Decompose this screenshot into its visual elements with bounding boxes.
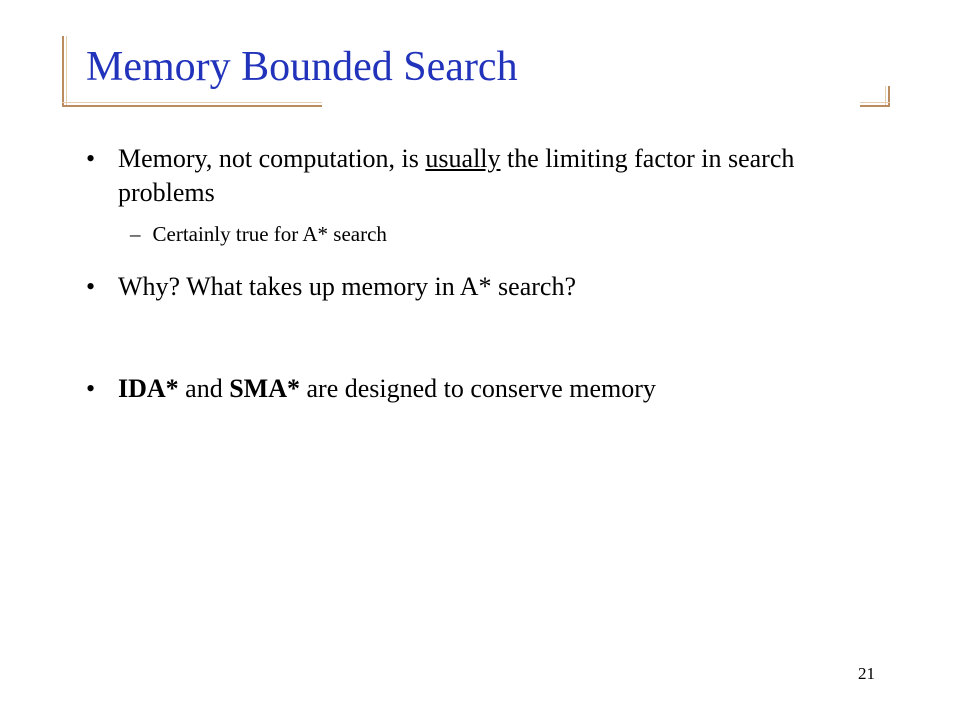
page-number: 21 — [858, 664, 875, 683]
bullet-text-part: are designed to conserve memory — [300, 374, 656, 403]
bullet-icon: • — [86, 374, 96, 403]
bullet-text: Why? What takes up memory in A* search? — [118, 272, 576, 301]
bold-term: SMA* — [229, 374, 300, 403]
bullet-icon: • — [86, 272, 96, 301]
sub-bullet-text: Certainly true for A* search — [152, 222, 387, 246]
underlined-word: usually — [425, 144, 501, 173]
corner-bracket-decoration — [62, 36, 67, 106]
bullet-item — [86, 142, 858, 210]
bullet-text — [118, 372, 858, 406]
bold-term: IDA* — [118, 374, 179, 403]
bullet-item — [86, 270, 858, 304]
corner-bracket-decoration — [860, 102, 890, 107]
sub-bullet-item — [130, 220, 387, 248]
bullet-icon: • — [86, 144, 96, 173]
bullet-text-part: Memory, not computation, is — [118, 144, 426, 173]
bullet-text-part: and — [178, 374, 230, 403]
bullet-text — [118, 142, 858, 210]
title-underline-decoration — [62, 102, 322, 107]
dash-icon: – — [130, 222, 141, 246]
bullet-item — [86, 372, 858, 406]
bullet-text-part: the limiting factor in search problems — [118, 144, 795, 207]
slide-title: Memory Bounded Search — [86, 44, 518, 90]
